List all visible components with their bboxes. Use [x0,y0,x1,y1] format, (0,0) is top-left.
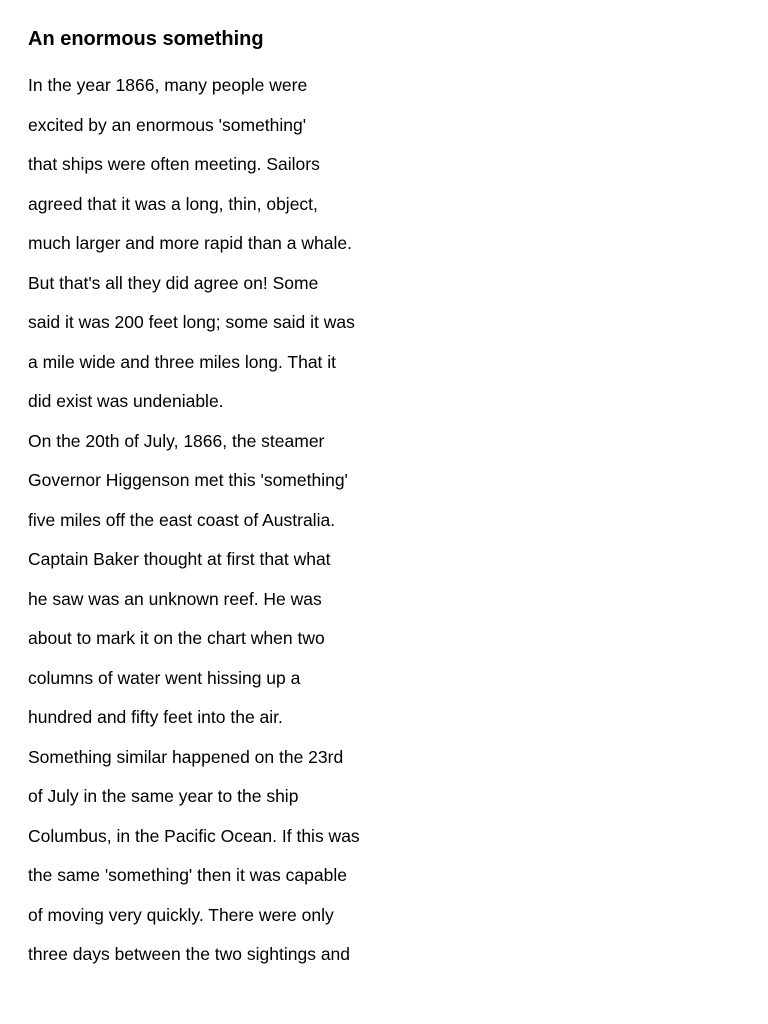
document-title: An enormous something [28,28,264,50]
text-line: about to mark it on the chart when two [28,628,325,648]
text-line: that ships were often meeting. Sailors [28,154,320,174]
text-line: three days between the two sightings and [28,944,351,964]
text-line: Columbus, in the Pacific Ocean. If this was [28,825,360,846]
text-line: a mile wide and three miles long. That it [28,351,337,372]
text-line: of moving very quickly. There were only [28,904,334,925]
text-line: did exist was undeniable. [28,391,224,411]
text-line: columns of water went hissing up a [28,667,301,688]
text-line: On the 20th of July, 1866, the steamer [28,430,325,451]
text-line: he saw was an unknown reef. He was [28,588,322,609]
text-line: of July in the same year to the ship [28,786,299,806]
document-page [28,24,408,975]
text-line: Captain Baker thought at first that what [28,549,331,569]
text-line: But that's all they did agree on! Some [28,272,319,293]
text-line: hundred and fifty feet into the air. [28,707,283,727]
text-line: said it was 200 feet long; some said it was [28,312,355,332]
text-line: Governor Higgenson met this 'something' [28,470,348,490]
document-body [28,66,408,975]
text-line: agreed that it was a long, thin, object, [28,193,318,214]
text-line: excited by an enormous 'something' [28,114,307,135]
text-line: the same 'something' then it was capable [28,865,347,885]
text-line: five miles off the east coast of Australia. [28,509,336,530]
text-line: In the year 1866, many people were [28,75,308,95]
text-line: much larger and more rapid than a whale. [28,233,352,253]
text-line: Something similar happened on the 23rd [28,746,344,767]
